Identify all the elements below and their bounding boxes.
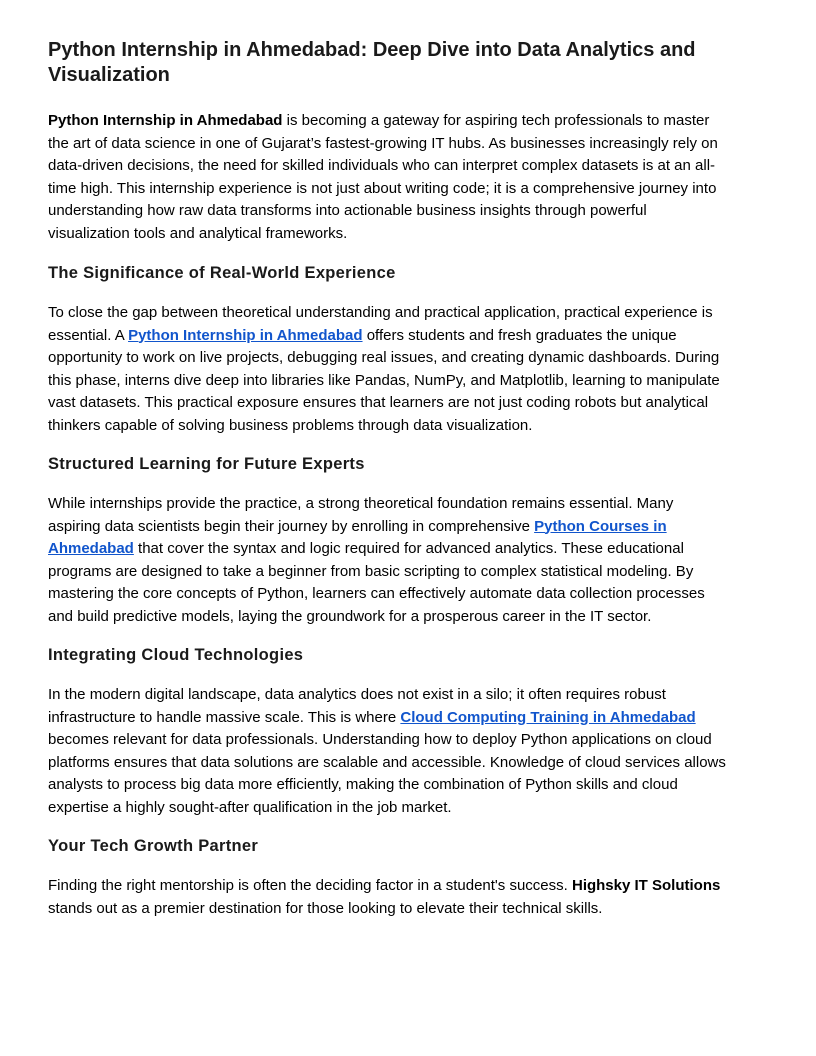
section-paragraph-structured-learning [48,493,728,628]
link-cloud-computing-training[interactable]: Cloud Computing Training in Ahmedabad [400,708,696,726]
link-python-courses[interactable]: Python Courses in Ahmedabad [48,517,667,557]
section1-text-after: offers students and fresh graduates the unique opportunity to work on live projects, debugging real issues, and creating dynamic dashboards. During this phase, interns dive deep into libraries like Pandas, NumPy, and Matplotlib, learning to manipulate vast datasets. This practical exposure ensures that learners are not just coding robots but analytical thinkers capable of solving business problems through data visualization. [48,326,720,434]
section3-text-before: In the modern digital landscape, data analytics does not exist in a silo; it often requires robust infrastructure to handle massive scale. This is where [48,686,666,726]
section4-text-after: stands out as a premier destination for those looking to elevate their technical skills. [48,899,603,917]
intro-text: is becoming a gateway for aspiring tech professionals to master the art of data science in one of Gujarat’s fastest-growing IT hubs. As businesses increasingly rely on data-driven decisions, the need for skilled individuals who can interpret complex datasets is at an all-time high. This internship experience is not just about writing code; it is a comprehensive journey into understanding how raw data transforms into actionable business insights through powerful visualization tools and analytical frameworks. [48,112,718,242]
section1-text-before: To close the gap between theoretical understanding and practical application, practical experience is essential. A [48,304,713,344]
section-heading-cloud: Integrating Cloud Technologies [48,646,304,664]
page-title: Python Internship in Ahmedabad: Deep Dive into Data Analytics and Visualization [48,39,696,86]
section-heading-structured-learning: Structured Learning for Future Experts [48,455,365,473]
section-heading-real-world: The Significance of Real-World Experience [48,264,396,282]
section-heading-growth-partner: Your Tech Growth Partner [48,837,259,855]
section-paragraph-growth-partner [48,875,728,920]
section4-text-before: Finding the right mentorship is often the deciding factor in a student's success. [48,877,572,894]
company-name-bold: Highsky IT Solutions [571,877,721,894]
section2-text-before: While internships provide the practice, a strong theoretical foundation remains essential. Many aspiring data scientists begin their journey by enrolling in comprehensive [48,495,674,535]
link-python-internship[interactable]: Python Internship in Ahmedabad [128,326,363,344]
section3-text-after: becomes relevant for data professionals. Understanding how to deploy Python applications on cloud platforms ensures that data solutions are scalable and accessible. Knowledge of cloud services allows analysts to process big data more efficiently, making the combination of Python skills and cloud expertise a highly sought-after qualification in the job market. [48,731,726,816]
section-paragraph-real-world [48,302,728,437]
section-paragraph-cloud [48,684,728,819]
intro-paragraph [48,110,728,245]
section2-text-after: that cover the syntax and logic required for advanced analytics. These educational programs are designed to take a beginner from basic scripting to complex statistical modeling. By mastering the core concepts of Python, learners can effectively automate data collection processes and build predictive models, laying the groundwork for a prosperous career in the IT sector. [48,540,705,625]
intro-bold-lead: Python Internship in Ahmedabad [48,112,283,129]
